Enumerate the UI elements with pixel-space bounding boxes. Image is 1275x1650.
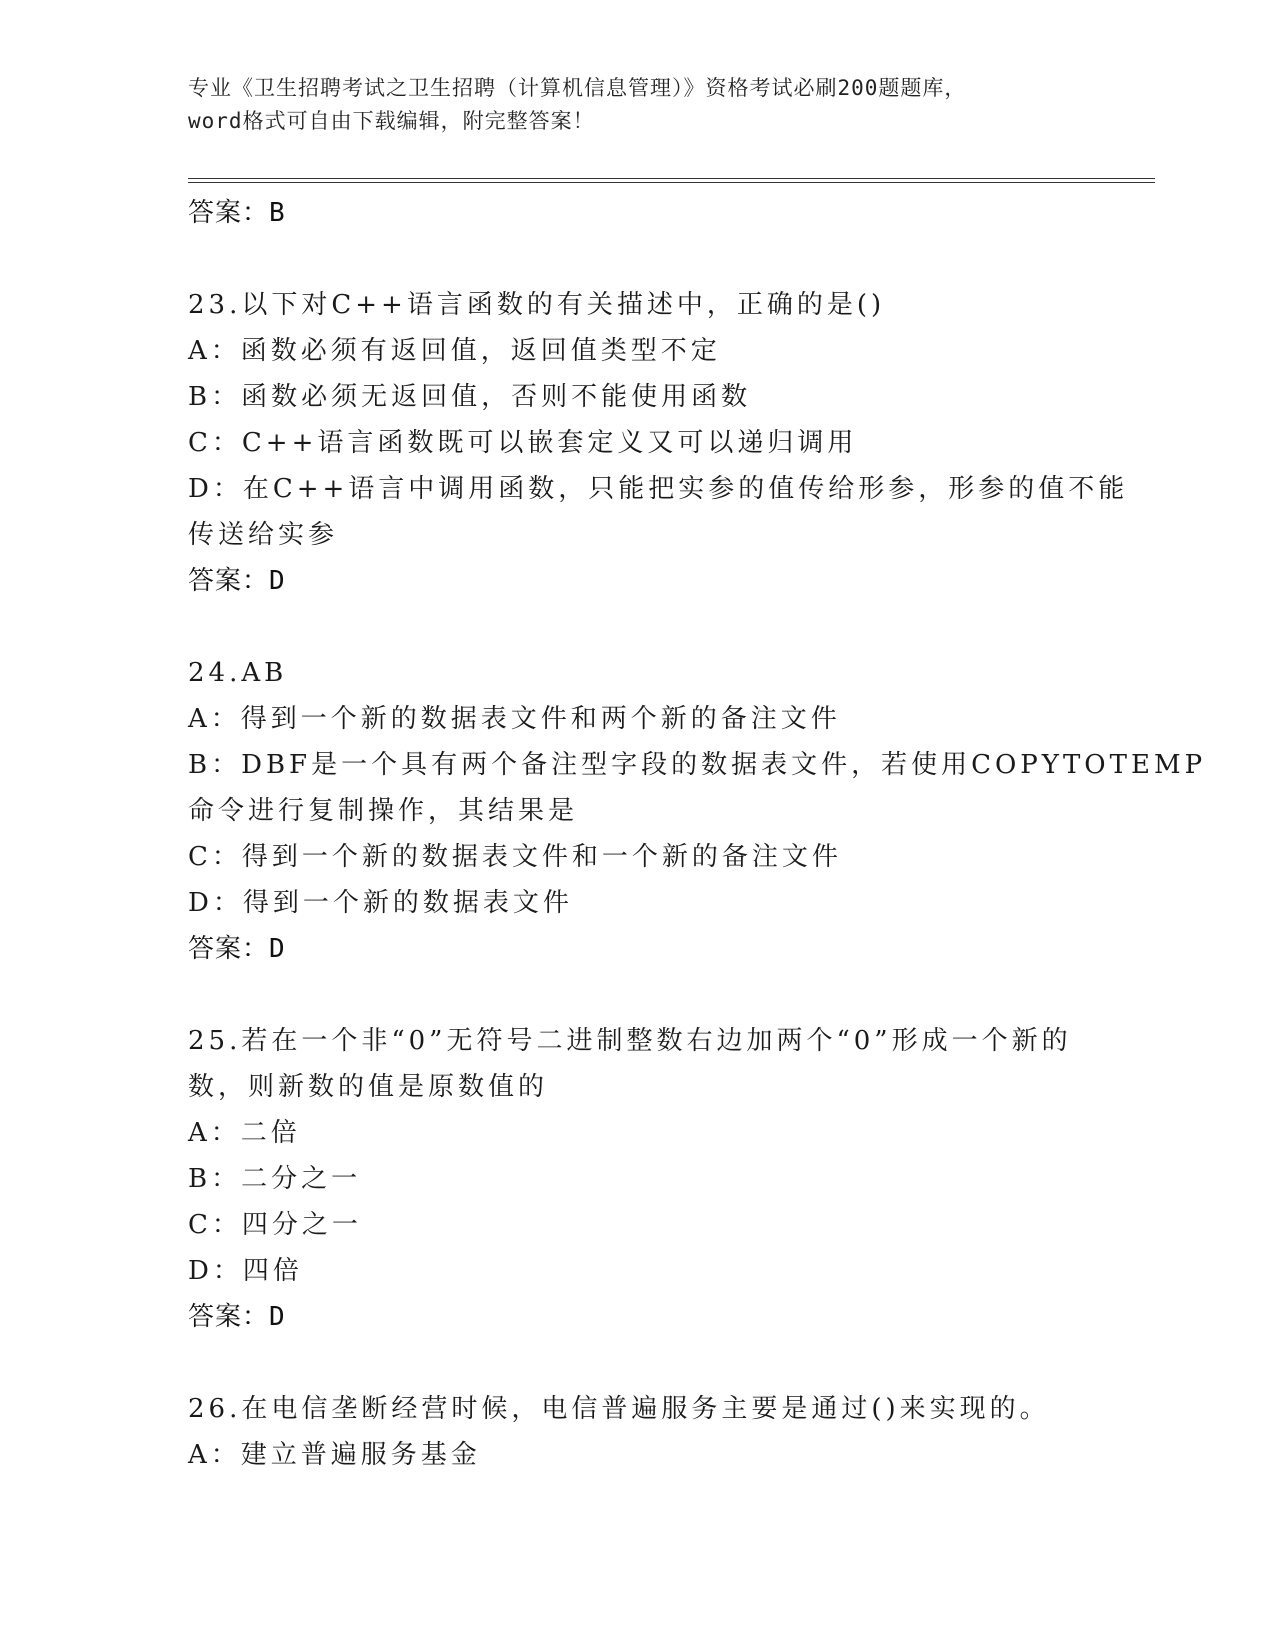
- option-c: C：四分之一: [188, 1210, 362, 1240]
- question-26: [188, 1386, 1088, 1478]
- question-23: [188, 282, 1129, 604]
- option-a: A：建立普遍服务基金: [188, 1440, 481, 1470]
- header-title-line-1: 专业《卫生招聘考试之卫生招聘（计算机信息管理）》资格考试必刷200题题库，: [188, 76, 967, 100]
- question-stem-line-2: 数，则新数的值是原数值的: [188, 1072, 549, 1102]
- option-d: D：得到一个新的数据表文件: [188, 888, 573, 918]
- header-title-line-2: word格式可自由下载编辑，附完整答案！: [188, 109, 595, 133]
- question-stem: 26.在电信垄断经营时候，电信普遍服务主要是通过()来实现的。: [188, 1394, 1050, 1424]
- option-b: B：函数必须无返回值，否则不能使用函数: [188, 382, 752, 412]
- question-stem-line-1: 25.若在一个非“0”无符号二进制整数右边加两个“0”形成一个新的: [188, 1026, 1072, 1056]
- question-25: [188, 1018, 1088, 1340]
- answer-24: 答案：D: [188, 934, 286, 964]
- option-a: A：二倍: [188, 1118, 301, 1148]
- spacer: [188, 604, 1088, 650]
- question-stem: 24.AB: [188, 658, 288, 688]
- option-d-line-1: D：在C++语言中调用函数，只能把实参的值传给形参，形参的值不能: [188, 474, 1129, 504]
- page-header: [188, 72, 1088, 138]
- option-d-line-2: 传送给实参: [188, 520, 339, 550]
- option-c: C：C++语言函数既可以嵌套定义又可以递归调用: [188, 428, 858, 458]
- option-b-line-1: B：DBF是一个具有两个备注型字段的数据表文件，若使用COPYTOTEMP: [188, 750, 1207, 780]
- question-24: [188, 650, 1207, 972]
- option-b-line-2: 命令进行复制操作，其结果是: [188, 796, 579, 826]
- answer-23: 答案：D: [188, 566, 286, 596]
- question-stem: 23.以下对C++语言函数的有关描述中，正确的是(): [188, 290, 886, 320]
- spacer: [188, 1340, 1088, 1386]
- option-d: D：四倍: [188, 1256, 303, 1286]
- answer-22: 答案：B: [188, 198, 286, 228]
- spacer: [188, 236, 1088, 282]
- option-a: A：得到一个新的数据表文件和两个新的备注文件: [188, 704, 841, 734]
- option-a: A：函数必须有返回值，返回值类型不定: [188, 336, 721, 366]
- header-divider: [188, 178, 1155, 183]
- answer-25: 答案：D: [188, 1302, 286, 1332]
- question-list: [188, 190, 1207, 1478]
- spacer: [188, 972, 1088, 1018]
- option-c: C：得到一个新的数据表文件和一个新的备注文件: [188, 842, 842, 872]
- option-b: B：二分之一: [188, 1164, 362, 1194]
